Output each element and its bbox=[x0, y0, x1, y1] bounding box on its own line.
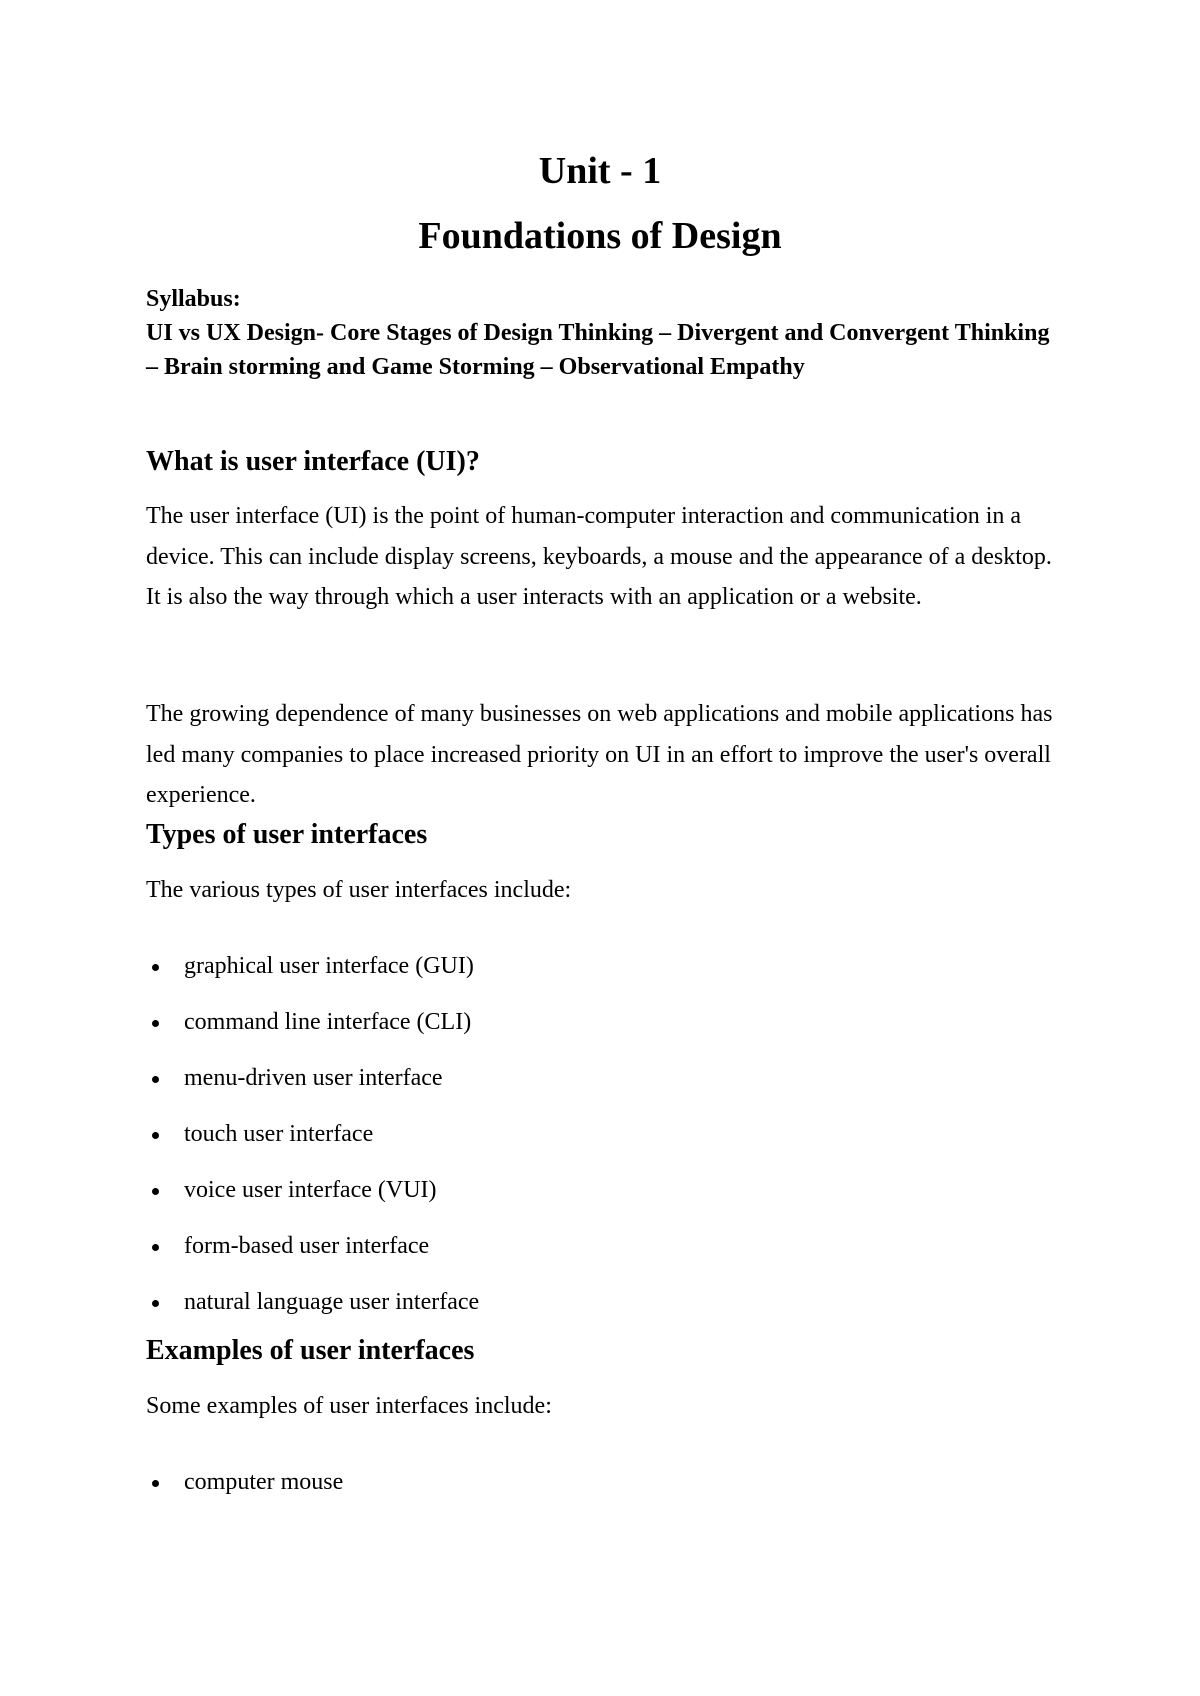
list-item bbox=[146, 1229, 479, 1285]
list-item bbox=[146, 1005, 479, 1061]
list-item-text: menu-driven user interface bbox=[184, 1065, 443, 1091]
bullet-icon bbox=[152, 1076, 159, 1083]
list-item bbox=[146, 1465, 343, 1521]
bullet-icon bbox=[152, 1020, 159, 1027]
list-item-text: touch user interface bbox=[184, 1121, 374, 1147]
bullet-icon bbox=[152, 964, 159, 971]
list-item bbox=[146, 1061, 479, 1117]
list-item bbox=[146, 1173, 479, 1229]
heading-what-is-ui: What is user interface (UI)? bbox=[146, 446, 480, 477]
bullet-icon bbox=[152, 1244, 159, 1251]
paragraph-ui-definition: The user interface (UI) is the point of human-computer interaction and communication in a device. This can include display screens, keyboards, a mouse and the appearance of a desktop. It is also the way through which a user interacts with an application or a website. bbox=[146, 503, 1052, 610]
list-item-text: command line interface (CLI) bbox=[184, 1009, 472, 1035]
paragraph-ui-importance: The growing dependence of many businesses on web applications and mobile applications has led many companies to place increased priority on UI in an effort to improve the user's overall experience. bbox=[146, 701, 1053, 808]
list-item-text: computer mouse bbox=[184, 1469, 344, 1495]
list-item-text: form-based user interface bbox=[184, 1233, 430, 1259]
heading-examples-of-ui: Examples of user interfaces bbox=[146, 1335, 475, 1366]
list-item-text: voice user interface (VUI) bbox=[184, 1177, 437, 1203]
list-item bbox=[146, 1285, 479, 1341]
examples-list bbox=[146, 1465, 343, 1521]
syllabus-label: Syllabus: bbox=[146, 286, 241, 312]
paragraph-types-intro: The various types of user interfaces include: bbox=[146, 877, 572, 903]
list-item bbox=[146, 1117, 479, 1173]
syllabus-text: UI vs UX Design- Core Stages of Design Thinking – Divergent and Convergent Thinking – Brain storming and Game Storming – Observational Empathy bbox=[146, 320, 1050, 380]
types-list bbox=[146, 949, 479, 1341]
bullet-icon bbox=[152, 1188, 159, 1195]
unit-title: Unit - 1 bbox=[538, 150, 662, 192]
list-item bbox=[146, 949, 479, 1005]
bullet-icon bbox=[152, 1480, 159, 1487]
bullet-icon bbox=[152, 1132, 159, 1139]
list-item-text: natural language user interface bbox=[184, 1289, 480, 1315]
heading-types-of-ui: Types of user interfaces bbox=[146, 819, 428, 850]
paragraph-examples-intro: Some examples of user interfaces include: bbox=[146, 1393, 552, 1419]
bullet-icon bbox=[152, 1300, 159, 1307]
list-item-text: graphical user interface (GUI) bbox=[184, 953, 474, 979]
syllabus-block bbox=[146, 282, 1066, 384]
page-title: Foundations of Design bbox=[418, 215, 782, 257]
